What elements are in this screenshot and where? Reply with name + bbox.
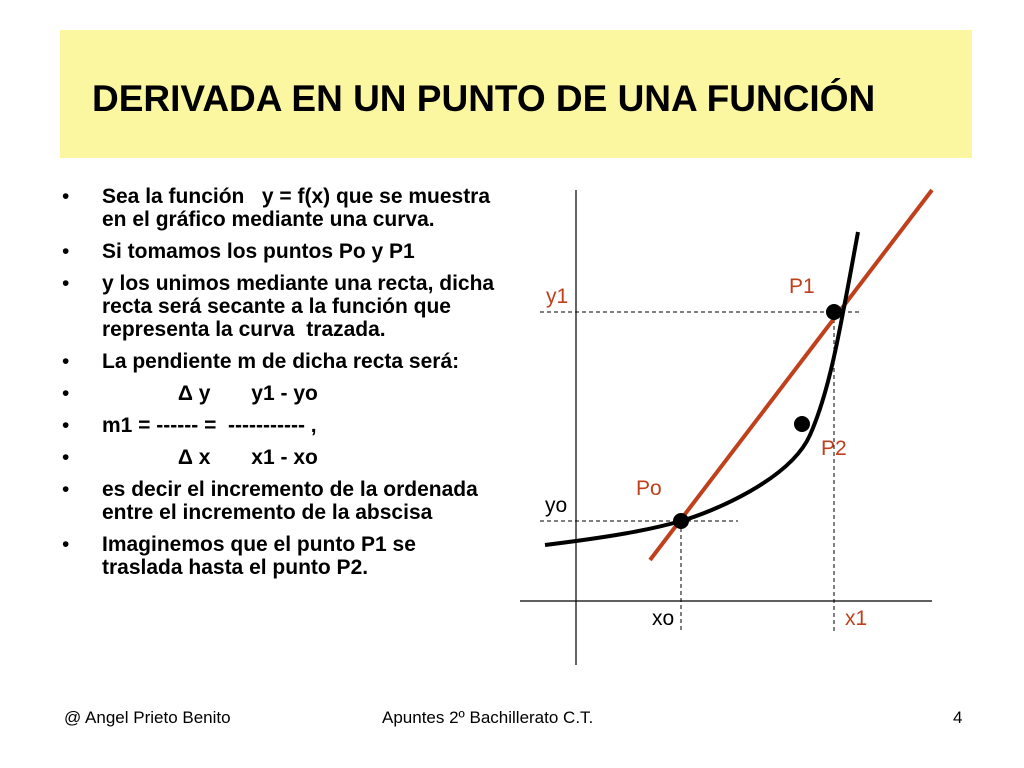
label-y1: y1 — [546, 285, 569, 308]
bullet-dot: • — [62, 533, 70, 556]
bullet-text: La pendiente m de dicha recta será: — [102, 350, 460, 373]
slide-title: DERIVADA EN UN PUNTO DE UNA FUNCIÓN — [92, 78, 876, 119]
label-xo: xo — [652, 607, 675, 630]
bullet-text: Imaginemos que el punto P1 se traslada hasta el punto P2. — [102, 533, 422, 579]
label-x1: x1 — [845, 607, 868, 630]
bullet-text: y los unimos mediante una recta, dicha recta será secante a la función que representa la curva trazada. — [102, 272, 500, 341]
bullet-dot: • — [62, 240, 70, 263]
bullet-dot: • — [62, 382, 70, 405]
bullet-dot: • — [62, 478, 70, 501]
footer-page-number: 4 — [953, 708, 963, 727]
footer-author: @ Angel Prieto Benito — [64, 708, 231, 727]
secant-line — [650, 190, 932, 560]
footer-course: Apuntes 2º Bachillerato C.T. — [382, 708, 594, 727]
label-yo: yo — [545, 494, 568, 517]
formula-fraction: m1 = ------ = ----------- , — [102, 414, 317, 437]
bullet-dot: • — [62, 414, 70, 437]
bullet-text: es decir el incremento de la ordenada entre el incremento de la abscisa — [102, 478, 484, 524]
point-po — [673, 513, 689, 529]
bullet-text: Sea la función y = f(x) que se muestra en el gráfico mediante una curva. — [102, 185, 496, 231]
bullet-dot: • — [62, 350, 70, 373]
bullet-dot: • — [62, 185, 70, 208]
point-p2 — [794, 416, 810, 432]
label-p1: P1 — [789, 275, 815, 298]
formula-denominator: Δ x x1 - xo — [102, 446, 318, 469]
formula-numerator: Δ y y1 - yo — [102, 382, 318, 405]
point-p1 — [826, 304, 842, 320]
bullet-dot: • — [62, 446, 70, 469]
label-po: Po — [636, 477, 662, 500]
bullet-dot: • — [62, 272, 70, 295]
label-p2: P2 — [821, 437, 847, 460]
bullet-text: Si tomamos los puntos Po y P1 — [102, 240, 415, 263]
